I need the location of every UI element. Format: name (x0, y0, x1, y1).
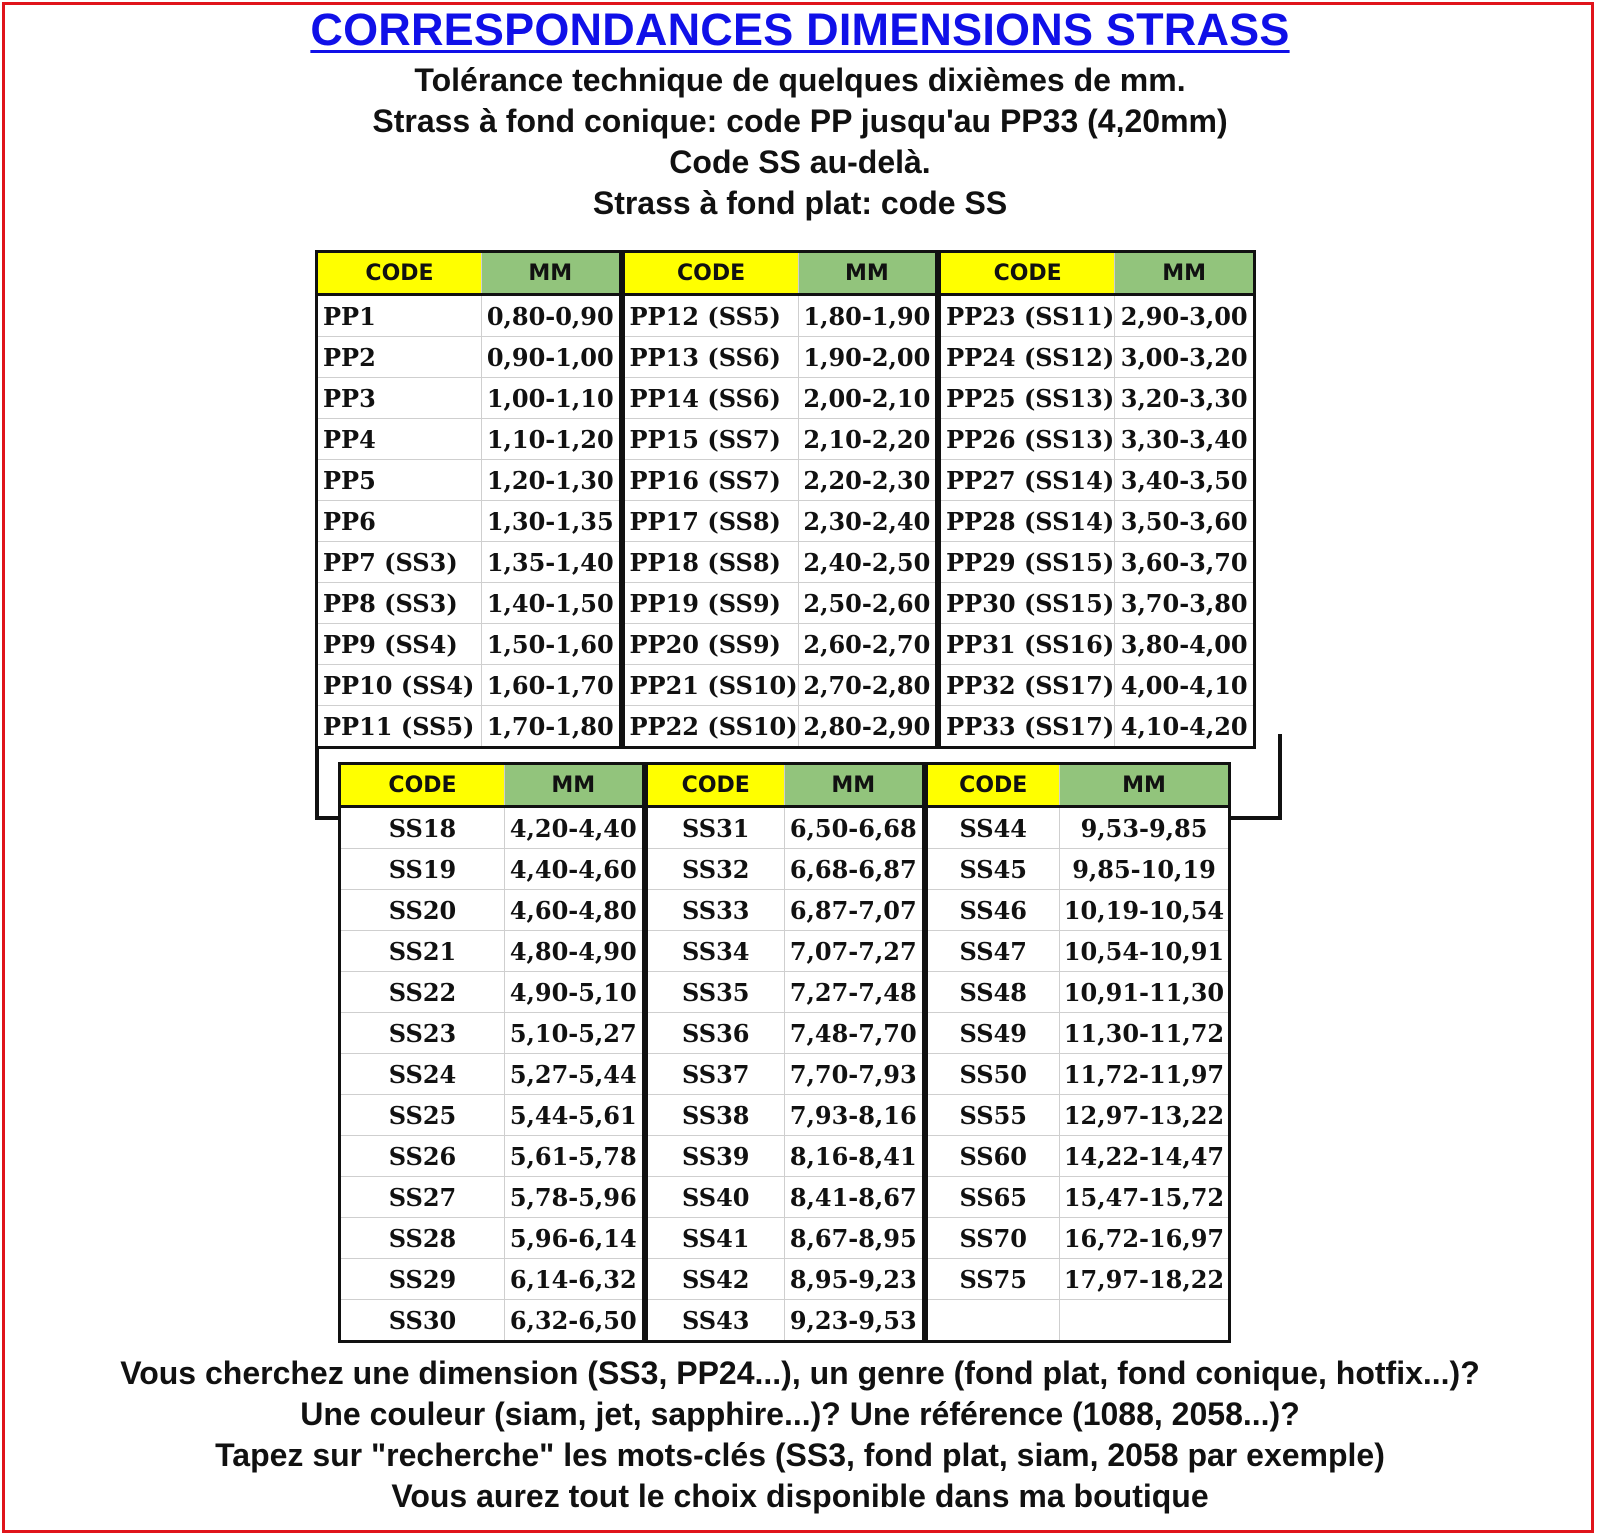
size-code-cell: PP15 (SS7) (622, 419, 799, 460)
table-row (317, 460, 1255, 501)
size-mm-cell: 12,97-13,22 (1060, 1095, 1230, 1136)
table-row (317, 706, 1255, 748)
size-code-cell: SS28 (340, 1218, 505, 1259)
size-code-cell: PP6 (317, 501, 482, 542)
size-mm-cell: 2,20-2,30 (798, 460, 938, 501)
size-code-cell: PP27 (SS14) (938, 460, 1115, 501)
table-row (340, 1136, 1230, 1177)
size-code-cell: SS34 (645, 931, 785, 972)
size-mm-cell: 10,91-11,30 (1060, 972, 1230, 1013)
size-code-cell: PP13 (SS6) (622, 337, 799, 378)
size-code-cell: SS19 (340, 849, 505, 890)
size-mm-cell: 6,87-7,07 (785, 890, 925, 931)
size-code-cell: PP8 (SS3) (317, 583, 482, 624)
size-code-cell: PP20 (SS9) (622, 624, 799, 665)
mm-header: MM (482, 252, 622, 295)
size-mm-cell: 6,50-6,68 (785, 807, 925, 849)
size-code-cell: SS35 (645, 972, 785, 1013)
size-code-cell: PP4 (317, 419, 482, 460)
size-code-cell: PP33 (SS17) (938, 706, 1115, 748)
size-code-cell: SS75 (925, 1259, 1060, 1300)
size-code-cell: SS47 (925, 931, 1060, 972)
size-mm-cell: 2,90-3,00 (1115, 295, 1255, 337)
size-mm-cell: 5,27-5,44 (505, 1054, 645, 1095)
size-mm-cell: 15,47-15,72 (1060, 1177, 1230, 1218)
size-mm-cell: 3,30-3,40 (1115, 419, 1255, 460)
size-mm-cell: 5,61-5,78 (505, 1136, 645, 1177)
size-code-cell: SS18 (340, 807, 505, 849)
size-code-cell: SS36 (645, 1013, 785, 1054)
size-mm-cell: 6,68-6,87 (785, 849, 925, 890)
size-mm-cell: 17,97-18,22 (1060, 1259, 1230, 1300)
size-code-cell: PP16 (SS7) (622, 460, 799, 501)
size-code-cell: PP25 (SS13) (938, 378, 1115, 419)
table-row (317, 542, 1255, 583)
size-mm-cell: 2,50-2,60 (798, 583, 938, 624)
size-mm-cell: 4,40-4,60 (505, 849, 645, 890)
size-mm-cell: 3,60-3,70 (1115, 542, 1255, 583)
size-mm-cell: 2,70-2,80 (798, 665, 938, 706)
size-code-cell: SS41 (645, 1218, 785, 1259)
code-header: CODE (317, 252, 482, 295)
table-row (340, 1218, 1230, 1259)
size-code-cell: SS48 (925, 972, 1060, 1013)
size-code-cell: SS46 (925, 890, 1060, 931)
table-row (317, 295, 1255, 337)
table-row (340, 1177, 1230, 1218)
size-code-cell: PP26 (SS13) (938, 419, 1115, 460)
size-mm-cell: 6,14-6,32 (505, 1259, 645, 1300)
size-mm-cell: 4,90-5,10 (505, 972, 645, 1013)
size-code-cell: PP11 (SS5) (317, 706, 482, 748)
code-header: CODE (925, 764, 1060, 807)
size-mm-cell: 4,80-4,90 (505, 931, 645, 972)
code-header: CODE (645, 764, 785, 807)
size-mm-cell: 3,80-4,00 (1115, 624, 1255, 665)
size-mm-cell: 4,20-4,40 (505, 807, 645, 849)
size-code-cell: SS65 (925, 1177, 1060, 1218)
size-code-cell: PP32 (SS17) (938, 665, 1115, 706)
size-mm-cell: 16,72-16,97 (1060, 1218, 1230, 1259)
size-code-cell: PP29 (SS15) (938, 542, 1115, 583)
code-header: CODE (938, 252, 1115, 295)
size-mm-cell: 1,90-2,00 (798, 337, 938, 378)
size-code-cell: SS45 (925, 849, 1060, 890)
table-row (317, 419, 1255, 460)
size-mm-cell: 9,23-9,53 (785, 1300, 925, 1342)
size-code-cell: PP31 (SS16) (938, 624, 1115, 665)
table-row (340, 1259, 1230, 1300)
code-header: CODE (622, 252, 799, 295)
size-mm-cell: 5,44-5,61 (505, 1095, 645, 1136)
mm-header: MM (785, 764, 925, 807)
intro-line: Strass à fond conique: code PP jusqu'au PP33 (4,20mm) (372, 103, 1228, 139)
table-row (340, 1054, 1230, 1095)
size-code-cell: SS42 (645, 1259, 785, 1300)
intro-line: Code SS au-delà. (669, 144, 931, 180)
size-mm-cell: 3,20-3,30 (1115, 378, 1255, 419)
size-mm-cell: 2,80-2,90 (798, 706, 938, 748)
size-code-cell: SS50 (925, 1054, 1060, 1095)
size-mm-cell: 0,90-1,00 (482, 337, 622, 378)
size-code-cell: SS40 (645, 1177, 785, 1218)
size-code-cell: SS32 (645, 849, 785, 890)
size-mm-cell: 8,41-8,67 (785, 1177, 925, 1218)
size-code-cell: PP9 (SS4) (317, 624, 482, 665)
size-code-cell: PP19 (SS9) (622, 583, 799, 624)
size-mm-cell: 2,60-2,70 (798, 624, 938, 665)
outro-line: Tapez sur "recherche" les mots-clés (SS3, fond plat, siam, 2058 par exemple) (215, 1437, 1385, 1473)
size-code-cell: PP28 (SS14) (938, 501, 1115, 542)
size-code-cell: SS26 (340, 1136, 505, 1177)
outro-line: Vous cherchez une dimension (SS3, PP24...), un genre (fond plat, fond conique, hotfix...)? (120, 1355, 1480, 1391)
size-code-cell: SS20 (340, 890, 505, 931)
size-code-cell: SS49 (925, 1013, 1060, 1054)
intro-text (0, 60, 1600, 224)
size-mm-cell: 1,60-1,70 (482, 665, 622, 706)
size-code-cell: PP14 (SS6) (622, 378, 799, 419)
size-mm-cell: 2,30-2,40 (798, 501, 938, 542)
table-row (317, 624, 1255, 665)
size-mm-cell: 7,48-7,70 (785, 1013, 925, 1054)
size-mm-cell: 3,50-3,60 (1115, 501, 1255, 542)
size-mm-cell: 8,67-8,95 (785, 1218, 925, 1259)
size-mm-cell (1060, 1300, 1230, 1342)
mm-header: MM (505, 764, 645, 807)
size-code-cell: SS30 (340, 1300, 505, 1342)
mm-header: MM (1060, 764, 1230, 807)
intro-line: Tolérance technique de quelques dixièmes de mm. (414, 62, 1186, 98)
size-code-cell: SS25 (340, 1095, 505, 1136)
size-mm-cell: 11,72-11,97 (1060, 1054, 1230, 1095)
table-row (340, 931, 1230, 972)
size-code-cell: PP3 (317, 378, 482, 419)
size-mm-cell: 8,16-8,41 (785, 1136, 925, 1177)
size-mm-cell: 10,19-10,54 (1060, 890, 1230, 931)
size-mm-cell: 1,70-1,80 (482, 706, 622, 748)
size-mm-cell: 5,78-5,96 (505, 1177, 645, 1218)
size-code-cell: PP22 (SS10) (622, 706, 799, 748)
size-mm-cell: 2,10-2,20 (798, 419, 938, 460)
size-code-cell: SS31 (645, 807, 785, 849)
size-code-cell: SS23 (340, 1013, 505, 1054)
size-mm-cell: 10,54-10,91 (1060, 931, 1230, 972)
size-mm-cell: 4,00-4,10 (1115, 665, 1255, 706)
size-mm-cell: 5,96-6,14 (505, 1218, 645, 1259)
size-code-cell: PP17 (SS8) (622, 501, 799, 542)
size-mm-cell: 4,10-4,20 (1115, 706, 1255, 748)
size-code-cell: PP10 (SS4) (317, 665, 482, 706)
table-row (340, 890, 1230, 931)
table-row (317, 337, 1255, 378)
size-mm-cell: 1,80-1,90 (798, 295, 938, 337)
size-mm-cell: 8,95-9,23 (785, 1259, 925, 1300)
size-mm-cell: 1,35-1,40 (482, 542, 622, 583)
size-code-cell: SS29 (340, 1259, 505, 1300)
size-code-cell: PP23 (SS11) (938, 295, 1115, 337)
size-code-cell: PP2 (317, 337, 482, 378)
table-row (317, 583, 1255, 624)
size-mm-cell: 7,07-7,27 (785, 931, 925, 972)
table-row (340, 1300, 1230, 1342)
size-mm-cell: 7,27-7,48 (785, 972, 925, 1013)
size-code-cell: SS22 (340, 972, 505, 1013)
size-code-cell: SS33 (645, 890, 785, 931)
table-row (340, 807, 1230, 849)
size-mm-cell: 9,53-9,85 (1060, 807, 1230, 849)
size-code-cell: PP21 (SS10) (622, 665, 799, 706)
size-code-cell: SS27 (340, 1177, 505, 1218)
size-mm-cell: 1,40-1,50 (482, 583, 622, 624)
size-code-cell: SS70 (925, 1218, 1060, 1259)
size-code-cell: SS43 (645, 1300, 785, 1342)
size-code-cell: SS39 (645, 1136, 785, 1177)
size-code-cell: PP24 (SS12) (938, 337, 1115, 378)
size-mm-cell: 11,30-11,72 (1060, 1013, 1230, 1054)
outro-line: Vous aurez tout le choix disponible dans ma boutique (391, 1478, 1209, 1514)
size-mm-cell: 1,30-1,35 (482, 501, 622, 542)
size-mm-cell: 14,22-14,47 (1060, 1136, 1230, 1177)
size-code-cell: PP5 (317, 460, 482, 501)
size-mm-cell: 6,32-6,50 (505, 1300, 645, 1342)
size-mm-cell: 7,93-8,16 (785, 1095, 925, 1136)
mm-header: MM (1115, 252, 1255, 295)
size-mm-cell: 1,20-1,30 (482, 460, 622, 501)
size-mm-cell: 1,50-1,60 (482, 624, 622, 665)
outro-line: Une couleur (siam, jet, sapphire...)? Une référence (1088, 2058...)? (300, 1396, 1300, 1432)
size-code-cell: PP30 (SS15) (938, 583, 1115, 624)
ss-size-table (338, 762, 1231, 1343)
table-row (340, 1013, 1230, 1054)
size-mm-cell: 3,40-3,50 (1115, 460, 1255, 501)
size-code-cell: PP7 (SS3) (317, 542, 482, 583)
size-code-cell: PP1 (317, 295, 482, 337)
size-code-cell: SS21 (340, 931, 505, 972)
size-mm-cell: 5,10-5,27 (505, 1013, 645, 1054)
pp-size-table (315, 250, 1256, 749)
intro-line: Strass à fond plat: code SS (592, 185, 1008, 221)
size-code-cell: SS24 (340, 1054, 505, 1095)
table-row (340, 849, 1230, 890)
table-row (317, 378, 1255, 419)
table-row (317, 665, 1255, 706)
size-code-cell: SS37 (645, 1054, 785, 1095)
size-code-cell: SS55 (925, 1095, 1060, 1136)
size-code-cell (925, 1300, 1060, 1342)
size-mm-cell: 1,10-1,20 (482, 419, 622, 460)
table-row (340, 972, 1230, 1013)
table-row (340, 1095, 1230, 1136)
page-title: CORRESPONDANCES DIMENSIONS STRASS (310, 4, 1290, 55)
size-mm-cell: 3,70-3,80 (1115, 583, 1255, 624)
size-mm-cell: 2,40-2,50 (798, 542, 938, 583)
outro-text (0, 1353, 1600, 1517)
size-code-cell: SS44 (925, 807, 1060, 849)
size-mm-cell: 2,00-2,10 (798, 378, 938, 419)
code-header: CODE (340, 764, 505, 807)
size-mm-cell: 4,60-4,80 (505, 890, 645, 931)
size-mm-cell: 3,00-3,20 (1115, 337, 1255, 378)
size-mm-cell: 1,00-1,10 (482, 378, 622, 419)
table-row (317, 501, 1255, 542)
size-code-cell: PP18 (SS8) (622, 542, 799, 583)
size-mm-cell: 7,70-7,93 (785, 1054, 925, 1095)
size-code-cell: PP12 (SS5) (622, 295, 799, 337)
size-code-cell: SS60 (925, 1136, 1060, 1177)
size-code-cell: SS38 (645, 1095, 785, 1136)
mm-header: MM (798, 252, 938, 295)
size-mm-cell: 0,80-0,90 (482, 295, 622, 337)
size-mm-cell: 9,85-10,19 (1060, 849, 1230, 890)
